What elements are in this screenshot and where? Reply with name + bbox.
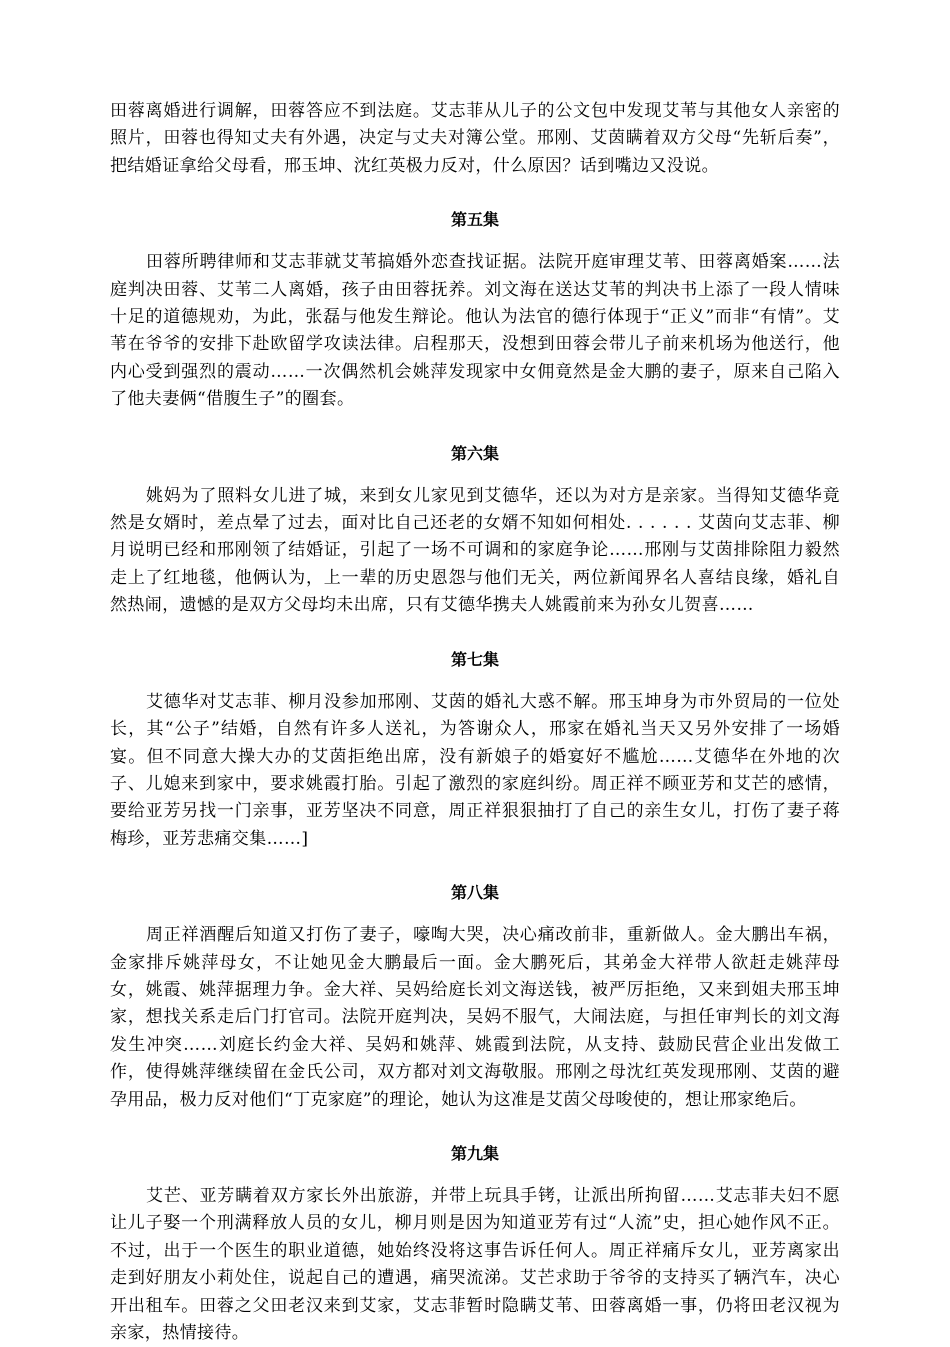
- episode-9-heading: 第九集: [450, 1143, 499, 1163]
- episode-6-paragraph: 姚妈为了照料女儿进了城，来到女儿家见到艾德华，还以为对方是亲家。当得知艾德华竟然是女婿时，差点晕了过去，面对比自己还老的女婿不知如何相处. . . . . . 艾茵向艾志菲、柳月说明已经和邢刚领了结婚证，引起了一场不可调和的家庭争论……邢刚与艾茵排除阻力毅然走上了红地毯，他俩认为，上一辈的历史恩怨与他们无关，两位新闻界名人喜结良缘，婚礼自然热闹，遗憾的是双方父母均未出席，只有艾德华携夫人姚霞前来为孙女儿贺喜……: [110, 485, 840, 616]
- episode-5-heading: 第五集: [450, 210, 499, 230]
- episode-7-heading: 第七集: [450, 649, 499, 669]
- episode-6-heading: 第六集: [450, 443, 499, 463]
- episode-5-paragraph: 田蓉所聘律师和艾志菲就艾苇搞婚外恋查找证据。法院开庭审理艾苇、田蓉离婚案……法庭判决田蓉、艾苇二人离婚，孩子由田蓉抚养。刘文海在送达艾苇的判决书上添了一段人情味十足的道德规劝，为此，张磊与他发生辩论。他认为法官的德行体现于“正义”而非“有情”。艾苇在爷爷的安排下赴欧留学攻读法律。启程那天，没想到田蓉会带儿子前来机场为他送行，他内心受到强烈的震动……一次偶然机会姚萍发现家中女佣竟然是金大鹏的妻子，原来自己陷入了他夫妻俩“借腹生子”的圈套。: [110, 252, 840, 410]
- episode-8-heading: 第八集: [450, 883, 499, 903]
- episode-8-paragraph: 周正祥酒醒后知道又打伤了妻子，嚎啕大哭，决心痛改前非，重新做人。金大鹏出车祸，金家排斥姚萍母女，不让她见金大鹏最后一面。金大鹏死后，其弟金大祥带人欲赶走姚萍母女，姚霞、姚萍据理力争。金大祥、吴妈给庭长刘文海送钱，被严厉拒绝，又来到姐夫邢玉坤家，想找关系走后门打官司。法院开庭判决，吴妈不服气，大闹法庭，与担任审判长的刘文海发生冲突……刘庭长约金大祥、吴妈和姚萍、姚霞到法院，从支持、鼓励民营企业出发做工作，使得姚萍继续留在金氏公司，双方都对刘文海敬服。邢刚之母沈红英发现邢刚、艾茵的避孕用品，极力反对他们“丁克家庭”的理论，她认为这准是艾茵父母唆使的，想让邢家绝后。: [110, 925, 840, 1110]
- intro-paragraph: 田蓉离婚进行调解，田蓉答应不到法庭。艾志菲从儿子的公文包中发现艾苇与其他女人亲密的照片，田蓉也得知丈夫有外遇，决定与丈夫对簿公堂。邢刚、艾茵瞒着双方父母“先斩后奏”，把结婚证拿给父母看，邢玉坤、沈红英极力反对，什么原因？话到嘴边又没说。: [110, 101, 840, 176]
- episode-9-paragraph: 艾芒、亚芳瞒着双方家长外出旅游，并带上玩具手铐，让派出所拘留……艾志菲夫妇不愿让儿子娶一个刑满释放人员的女儿，柳月则是因为知道亚芳有过“人流”史，担心她作风不正。不过，出于一个医生的职业道德，她始终没将这事告诉任何人。周正祥痛斥女儿，亚芳离家出走到好朋友小莉处住，说起自己的遭遇，痛哭流涕。艾芒求助于爷爷的支持买了辆汽车，决心开出租车。田蓉之父田老汉来到艾家，艾志菲暂时隐瞒艾苇、田蓉离婚一事，仍将田老汉视为亲家，热情接待。: [110, 1185, 840, 1343]
- episode-7-paragraph: 艾德华对艾志菲、柳月没参加邢刚、艾茵的婚礼大惑不解。邢玉坤身为市外贸局的一位处长，其“公子”结婚，自然有许多人送礼，为答谢众人，邢家在婚礼当天又另外安排了一场婚宴。但不同意大操大办的艾茵拒绝出席，没有新娘子的婚宴好不尴尬……艾德华在外地的次子、儿媳来到家中，要求姚霞打胎。引起了激烈的家庭纠纷。周正祥不顾亚芳和艾芒的感情，要给亚芳另找一门亲事，亚芳坚决不同意，周正祥狠狠抽打了自己的亲生女儿，打伤了妻子蒋梅珍，亚芳悲痛交集……]: [110, 691, 840, 849]
- document-page: [110, 98, 840, 1347]
